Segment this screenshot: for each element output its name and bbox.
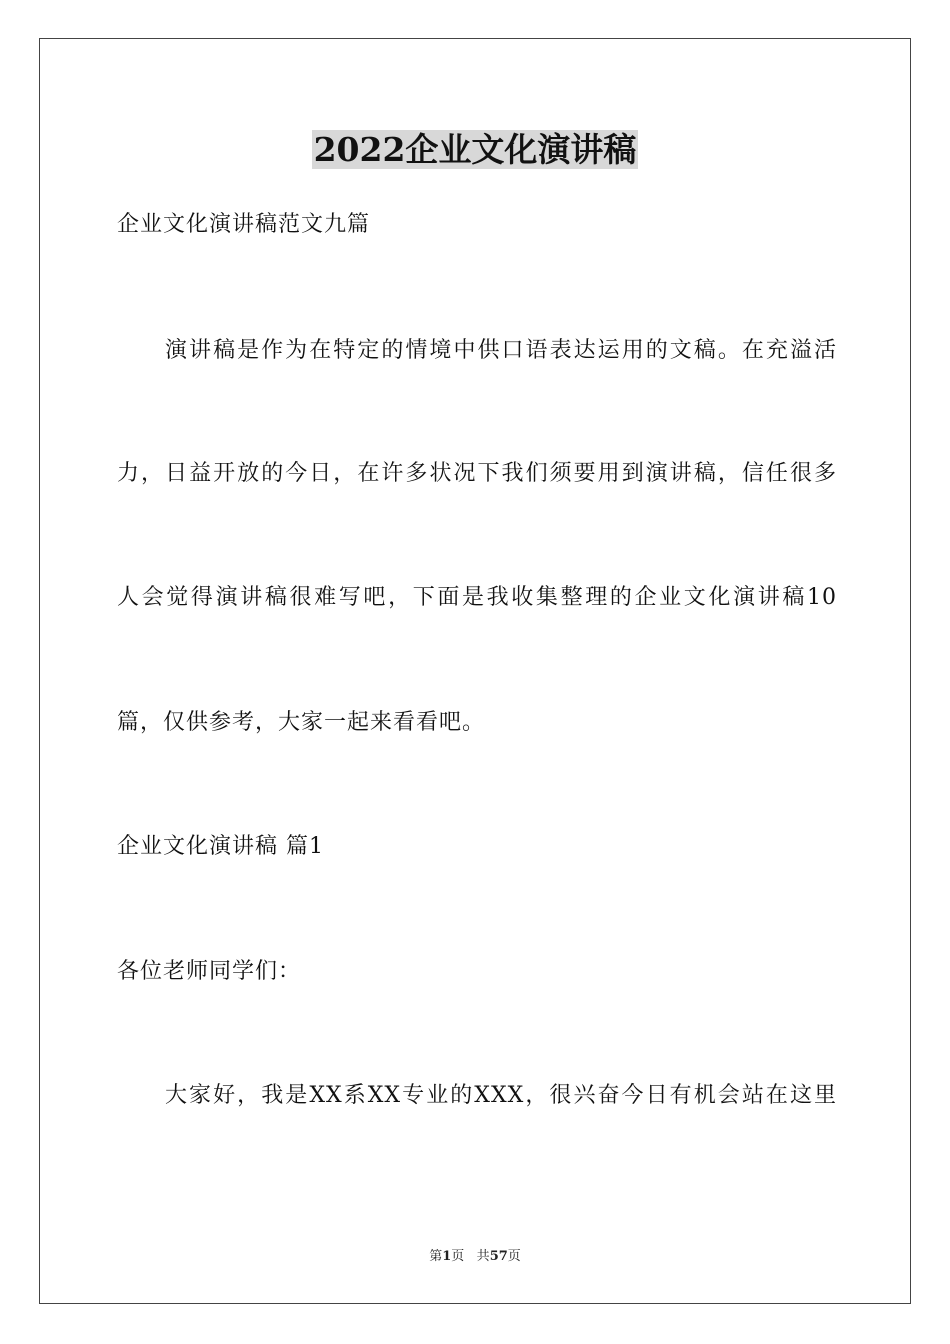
document-title — [0, 128, 950, 172]
page-number: 1 — [442, 1249, 452, 1264]
title-highlight: 2022企业文化演讲稿 — [313, 130, 637, 169]
total-pages: 57 — [489, 1249, 508, 1264]
total-suffix: 页 — [507, 1249, 521, 1264]
page-footer — [0, 1248, 950, 1266]
salutation: 各位老师同学们： — [117, 959, 302, 984]
paragraph-line: 篇，仅供参考，大家一起来看看吧。 — [117, 710, 486, 735]
total-prefix: 共 — [476, 1249, 490, 1264]
page-suffix: 页 — [451, 1249, 465, 1264]
page-prefix: 第 — [429, 1249, 443, 1264]
paragraph-line: 人会觉得演讲稿很难写吧，下面是我收集整理的企业文化演讲稿10 — [117, 585, 837, 610]
paragraph-line: 演讲稿是作为在特定的情境中供口语表达运用的文稿。在充溢活 — [165, 338, 837, 363]
section-heading: 企业文化演讲稿 篇1 — [117, 834, 324, 859]
paragraph-line: 力，日益开放的今日，在许多状况下我们须要用到演讲稿，信任很多 — [117, 461, 837, 486]
paragraph-line: 大家好，我是XX系XX专业的XXX，很兴奋今日有机会站在这里 — [165, 1083, 837, 1108]
document-subtitle: 企业文化演讲稿范文九篇 — [117, 212, 371, 237]
